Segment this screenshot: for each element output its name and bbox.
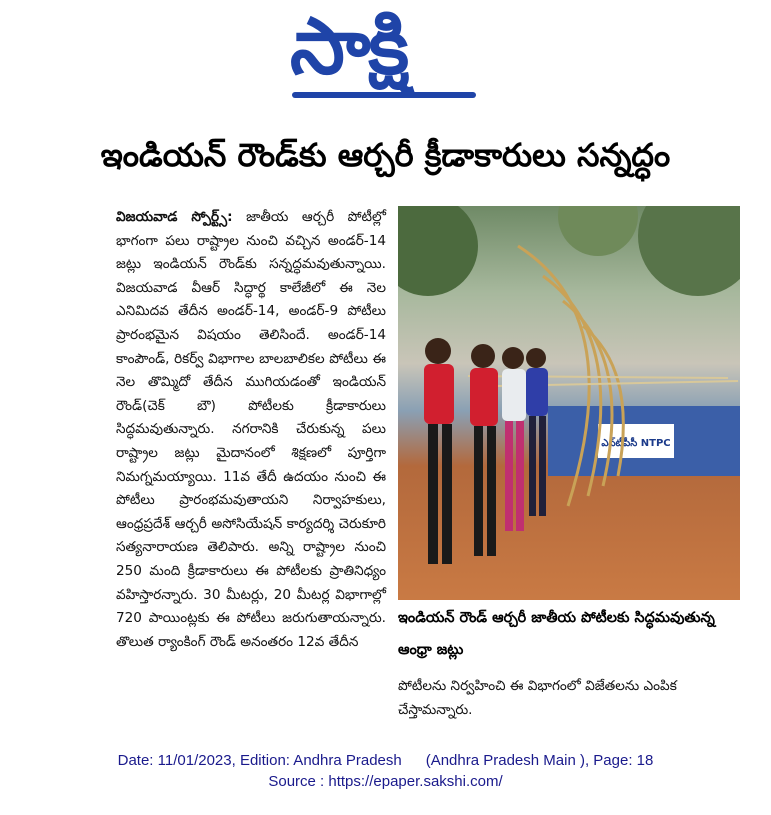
footer-source: Source : https://epaper.sakshi.com/ <box>268 773 503 790</box>
archery-photo <box>398 206 740 600</box>
article-dateline: విజయవాడ స్పోర్ట్స్‌: <box>116 209 233 225</box>
footer-date-edition: Date: 11/01/2023, Edition: Andhra Pradesh <box>117 752 402 769</box>
article-body-text: జాతీయ ఆర్చరీ పోటీల్లో భాగంగా పలు రాష్ట్రాల నుంచి వచ్చిన అండర్‌-14 జట్లు ఇండియన్‌ రౌండ్‌కు సన్నద్ధమవుతున్నాయి. విజయవాడ వీఆర్‌ సిద్ధార్థ కాలేజీలో ఈ నెల ఎనిమిదవ తేదీన అండర్‌-14, అండర్‌-9 పోటీలు ప్రారంభమైన విషయం తెలిసిందే. అండర్‌-14 కాంపౌండ్‌, రికర్వ్‌ విభాగాల బాలబాలికల పోటీలు ఈ నెల తొమ్మిదో తేదీన ముగియడంతో ఇండియన్‌ రౌండ్‌(చెక్‌ బౌ) పోటీలకు క్రీడాకారులు సిద్ధమవుతున్నారు. నగరానికి చేరుకున్న పలు రాష్ట్రాల జట్లు మైదానంలో శిక్షణలో పూర్తిగా నిమగ్నమయ్యాయి. 11వ తేదీ ఉదయం నుంచి ఈ పోటీలు ప్రారంభమవుతాయని నిర్వాహకులు, ఆంధ్రప్రదేశ్‌ ఆర్చరీ అసోసియేషన్‌ కార్యదర్శి చెరుకూరి సత్యనారాయణ తెలిపారు. అన్ని రాష్ట్రాల నుంచి 250 మంది క్రీడాకారులు ఈ పోటీలకు ప్రాతినిధ్యం వహిస్తారన్నారు. 30 మీటర్లు, 20 మీటర్ల విభాగాల్లో 720 పాయింట్లకు ఈ పోటీలు జరుగుతాయన్నారు. తొలుత ర్యాంకింగ్‌ రౌండ్‌ అనంతరం 12వ తేదీన <box>116 209 386 650</box>
ntpc-banner-text: ఎన్‌టీపీసీ NTPC <box>601 438 671 449</box>
archers-illustration <box>398 206 740 600</box>
footer-line-1 <box>0 750 771 771</box>
article-body-continued: పోటీలను నిర్వహించి ఈ విభాగంలో విజేతలను ఎంపిక చేస్తామన్నారు. <box>398 678 677 718</box>
sakshi-logo: సాక్షి <box>290 2 408 92</box>
article-body-column <box>116 206 386 654</box>
photo-caption: ఇండియన్‌ రౌండ్‌ ఆర్చరీ జాతీయ పోటీలకు సిద్ధమవుతున్న ఆంధ్రా జట్లు <box>398 610 715 658</box>
archer-figures <box>424 338 548 564</box>
masthead <box>0 0 771 115</box>
footer <box>0 750 771 792</box>
article-headline: ఇండియన్ రౌండ్‌కు ఆర్చరీ క్రీడాకారులు సన్నద్ధం <box>100 136 671 174</box>
logo-underline <box>292 92 476 98</box>
footer-page-info: (Andhra Pradesh Main ), Page: 18 <box>425 752 654 769</box>
